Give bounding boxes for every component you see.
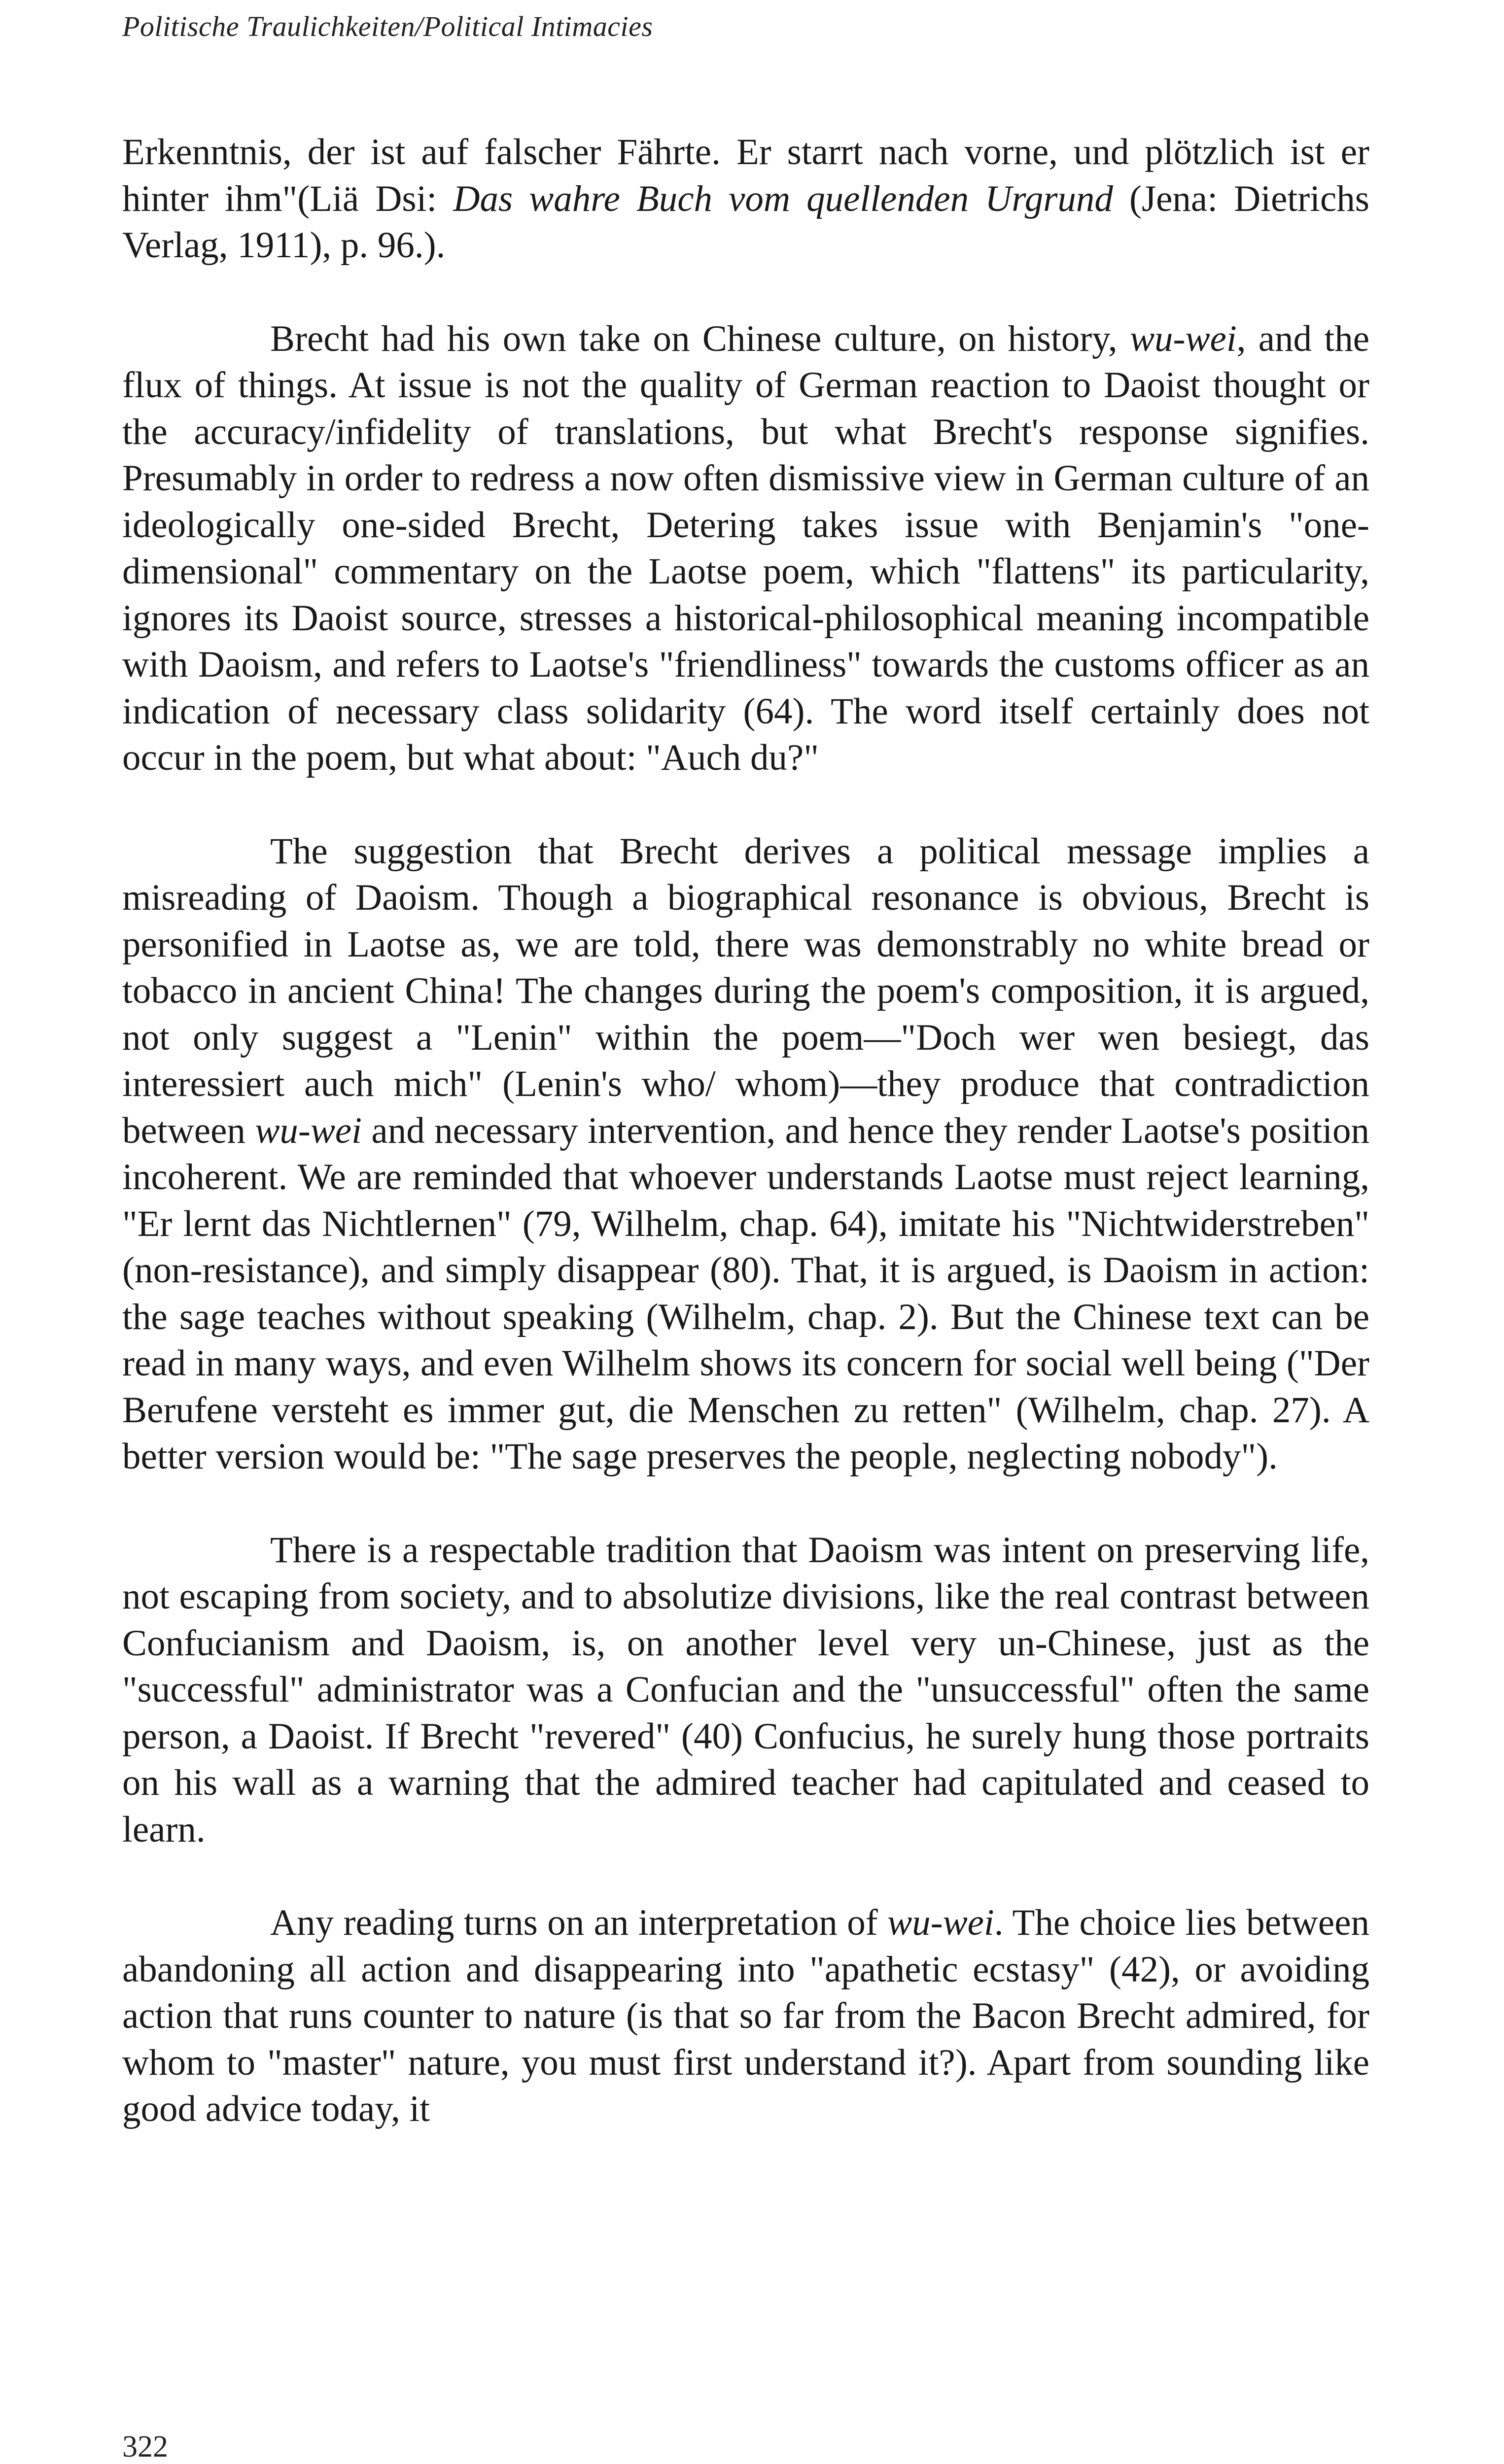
running-head: Politische Traulichkeiten/Political Intimacies: [122, 10, 653, 42]
page-number: 322: [122, 2430, 168, 2464]
body-text: [122, 129, 1369, 2133]
paragraph: [122, 828, 1369, 1480]
italic-segment: wu-wei: [1130, 318, 1237, 359]
text-segment: Any reading turns on an interpretation of: [270, 1902, 888, 1943]
text-segment: and necessary intervention, and hence they render Laotse's position incoherent. We are reminded that whoever understands Laotse must reject learning, "Er lernt das Nichtlernen" (79, Wilhelm, chap. 64), imitate his "Nichtwiderstreben" (non-resistance), and simply disappear (80). That, it is argued, is Daoism in action: the sage teaches without speaking (Wilhelm, chap. 2). But the Chinese text can be read in many ways, and even Wilhelm shows its concern for social well being ("Der Berufene versteht es immer gut, die Menschen zu retten" (Wilhelm, chap. 27). A better version would be: "The sage preserves the people, neglecting nobody").: [122, 1110, 1369, 1477]
text-segment: (Jena: Dietrichs Verlag, 1911), p. 96.).: [122, 178, 1369, 266]
text-segment: Erkenntnis, der ist auf falscher Fährte. Er starrt nach vorne, und plötzlich ist er hinter ihm"(Liä Dsi:: [122, 132, 1369, 219]
paragraph: [122, 1527, 1369, 1853]
text-segment: . The choice lies between abandoning all action and disappearing into "apathetic ecstasy" (42), or avoiding action that runs counter to nature (is that so far from the Bacon Brecht admired, for whom to "master" nature, you must first understand it?). Apart from sounding like good advice today, it: [122, 1902, 1369, 2129]
text-segment: There is a respectable tradition that Daoism was intent on preserving life, not escaping from society, and to absolutize divisions, like the real contrast between Confucianism and Daoism, is, on another level very un-Chinese, just as the "successful" administrator was a Confucian and the "unsuccessful" often the same person, a Daoist. If Brecht "revered" (40) Confucius, he surely hung those portraits on his wall as a warning that the admired teacher had capitulated and ceased to learn.: [122, 1529, 1369, 1850]
italic-segment: Das wahre Buch vom quellenden Urgrund: [453, 178, 1113, 219]
italic-segment: wu-wei: [255, 1110, 362, 1151]
italic-segment: wu-wei: [887, 1902, 994, 1943]
text-segment: , and the flux of things. At issue is not the quality of German reaction to Daoist thought or the accuracy/infidelity of translations, but what Brecht's response signifies. Presumably in order to redress a now often dismissive view in German culture of an ideologically one-sided Brecht, Detering takes issue with Benjamin's "one-dimensional" commentary on the Laotse poem, which "flattens" its particularity, ignores its Daoist source, stresses a historical-philosophical meaning incompatible with Daoism, and refers to Laotse's "friendliness" towards the customs officer as an indication of necessary class solidarity (64). The word itself certainly does not occur in the poem, but what about: "Auch du?": [122, 318, 1369, 778]
paragraph: [122, 1900, 1369, 2133]
text-segment: The suggestion that Brecht derives a political message implies a misreading of Daoism. Though a biographical resonance is obvious, Brecht is personified in Laotse as, we are told, there was demonstrably no white bread or tobacco in ancient China! The changes during the poem's composition, it is argued, not only suggest a "Lenin" within the poem—"Doch wer wen besiegt, das interessiert auch mich" (Lenin's who/ whom)—they produce that contradiction between: [122, 830, 1369, 1151]
paragraph: [122, 316, 1369, 782]
paragraph: [122, 129, 1369, 269]
text-segment: Brecht had his own take on Chinese culture, on history,: [270, 318, 1130, 359]
